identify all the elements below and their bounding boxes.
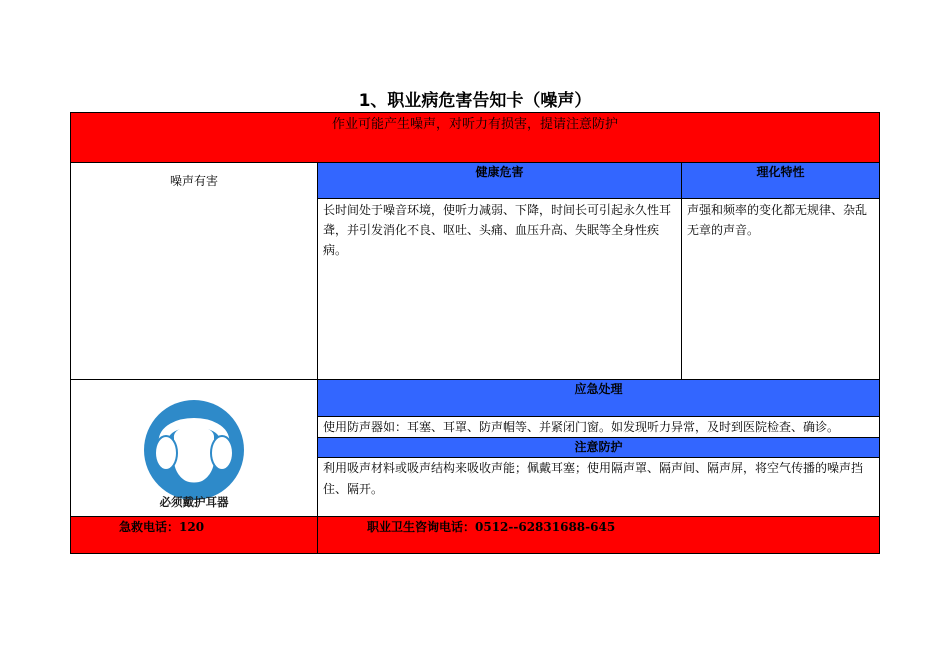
physchem-heading: 理化特性 xyxy=(682,163,879,198)
health-hazard-heading: 健康危害 xyxy=(318,163,681,198)
warning-banner: 作业可能产生噪声，对听力有损害，提请注意防护 xyxy=(71,113,879,162)
consult-phone: 职业卫生咨询电话：0512--62831688-645 xyxy=(367,520,616,534)
sign-label: 必须戴护耳器 xyxy=(159,495,229,509)
physchem-text: 声强和频率的变化都无规律、杂乱无章的声音。 xyxy=(687,203,868,237)
ear-protection-icon xyxy=(142,398,246,502)
emergency-phone: 急救电话：120 xyxy=(119,520,205,534)
health-hazard-text: 长时间处于噪音环境，使听力减弱、下降，时间长可引起永久性耳聋，并引发消化不良、呕吐、头痛、血压升高、失眠等全身性疾病。 xyxy=(323,203,672,257)
protection-text: 利用吸声材料或吸声结构来吸收声能；佩戴耳塞；使用隔声罩、隔声间、隔声屏，将空气传播的噪声挡住、隔开。 xyxy=(323,461,864,496)
emergency-text: 使用防声器如：耳塞、耳罩、防声帽等、并紧闭门窗。如发现听力异常，及时到医院检查、确诊。 xyxy=(323,420,840,434)
health-heading-underline xyxy=(318,198,879,199)
protection-heading: 注意防护 xyxy=(318,438,879,457)
page-title: 1、职业病危害告知卡（噪声） xyxy=(358,91,592,111)
footer-divider xyxy=(317,517,318,553)
hazard-name: 噪声有害 xyxy=(169,174,218,188)
emergency-heading: 应急处理 xyxy=(318,380,879,416)
hazard-notice-card xyxy=(70,112,880,554)
